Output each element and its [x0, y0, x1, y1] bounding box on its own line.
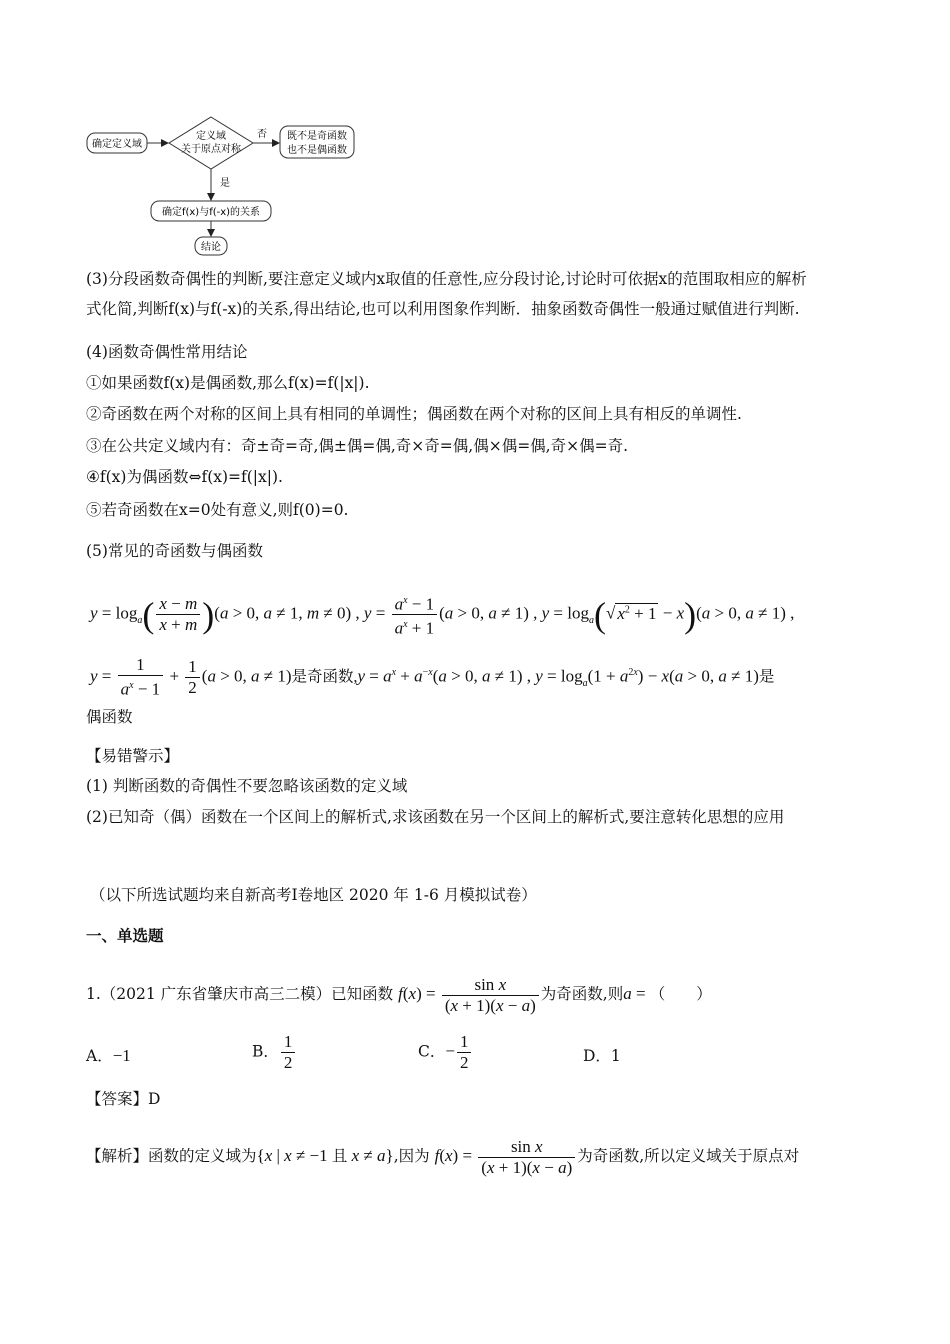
analysis-text2: ,因为: [393, 1147, 430, 1165]
p3-line2: 式化简,判断f(x)与f(-x)的关系,得出结论,也可以利用图象作判断．抽象函数奇偶性一般通过赋值进行判断.: [86, 300, 800, 318]
option-c: C．− $\frac{1}{2}$: [418, 1032, 473, 1073]
p4-item-1: ①如果函数f(x)是偶函数,那么f(x)=f(|x|).: [86, 374, 370, 392]
analysis-text3: 为奇函数,所以定义域关于原点对: [577, 1147, 800, 1165]
analysis-text1: 函数的定义域为: [148, 1147, 257, 1165]
option-d: D．1: [583, 1047, 621, 1065]
flow-decision-line1: 定义域: [196, 131, 226, 142]
odd-suffix: 是奇函数,: [291, 668, 358, 686]
flowchart: [0, 0, 950, 260]
p4-item-5: ⑤若奇函数在x=0处有意义,则f(0)=0.: [86, 501, 349, 519]
flow-decision-line2: 关于原点对称: [181, 144, 241, 155]
even-suffix: 是: [758, 668, 775, 686]
analysis-label: 【解析】: [86, 1147, 149, 1165]
warning-title: 【易错警示】: [86, 747, 180, 765]
flow-no-label: 否: [257, 129, 267, 140]
p5-title: (5)常见的奇函数与偶函数: [86, 542, 263, 560]
p4-item-2: ②奇函数在两个对称的区间上具有相同的单调性；偶函数在两个对称的区间上具有相反的单调性.: [86, 405, 742, 423]
analysis-line: 【解析】函数的定义域为{x | x ≠ −1 且 x ≠ a},因为 f(x) = $\frac{\text{sin x}}{(x + 1)(x - a)}$ 为奇函数,所以定义域关于原点对: [86, 1136, 800, 1177]
flow-end-text: 结论: [201, 242, 221, 253]
warning-item-1: (1) 判断函数的奇偶性不要忽略该函数的定义域: [86, 777, 408, 795]
formula-line-1: $y = \log_a$( $\frac{x - m}{x + m}$ )(a > 0, a ≠ 1, m ≠ 0) , y = $\frac{a^x - 1}{a^x + 1}$ (a > 0, a ≠ 1) , $y = \log_a(√$ $x^2 + 1 - x)(a > 0$, a ≠ 1) ,: [90, 585, 794, 646]
question-line: 1.（2021 广东省肇庆市高三二模）已知函数 f(x) = $\frac{\text{sin x}}{(x + 1)(x - a)}$ 为奇函数,则a = （ ）: [86, 974, 712, 1015]
warning-item-2: (2)已知奇（偶）函数在一个区间上的解析式,求该函数在另一个区间上的解析式,要注意转化思想的应用: [86, 808, 785, 826]
question-blank: （ ）: [649, 985, 712, 1003]
flow-decision: [169, 117, 253, 169]
formula-line-2: y = $\frac{1}{a^x - 1}$ + $\frac{1}{2}$ (a > 0, a ≠ 1)是奇函数$,y = a^x + a^{-x}(a > 0$, a ≠ 1) , $y = \log_a(1 + a^{2x}) - x(a > 0$, a ≠ 1)是: [90, 655, 775, 700]
option-b: B． $\frac{1}{2}$: [252, 1032, 297, 1073]
section-title: 一、单选题: [86, 926, 164, 945]
p4-item-3: ③在公共定义域内有：奇±奇=奇,偶±偶=偶,奇×奇=偶,偶×偶=偶,奇×偶=奇.: [86, 437, 629, 455]
p4-title: (4)函数奇偶性常用结论: [86, 343, 248, 361]
flow-no-result-line1: 既不是奇函数: [287, 131, 347, 142]
source-note: （以下所选试题均来自新高考Ⅰ卷地区 2020 年 1-6 月模拟试卷）: [90, 886, 537, 904]
even-word: 偶函数: [86, 708, 133, 726]
flow-yes-label: 是: [220, 178, 230, 189]
answer: 【答案】D: [86, 1090, 161, 1108]
question-suffix: 为奇函数,则: [540, 985, 624, 1003]
flow-step2-text: 确定f(x)与f(-x)的关系: [161, 207, 261, 218]
question-prefix: 1.（2021 广东省肇庆市高三二模）已知函数: [86, 985, 394, 1003]
p4-item-4: ④f(x)为偶函数⇔f(x)=f(|x|).: [86, 468, 283, 486]
option-a: A．−1: [86, 1046, 131, 1065]
p3-line1: (3)分段函数奇偶性的判断,要注意定义域内x取值的任意性,应分段讨论,讨论时可依据x的范围取相应的解析: [86, 270, 807, 288]
flow-start-text: 确定定义域: [92, 139, 142, 150]
flow-no-result-line2: 也不是偶函数: [287, 145, 347, 156]
